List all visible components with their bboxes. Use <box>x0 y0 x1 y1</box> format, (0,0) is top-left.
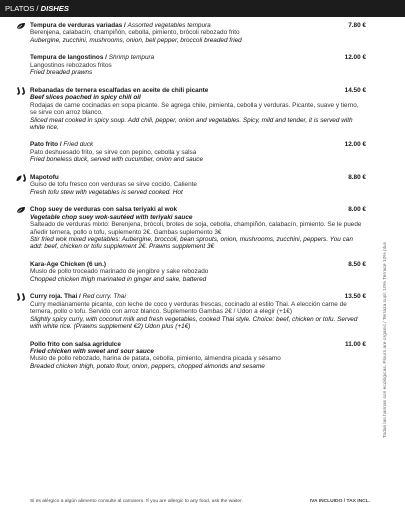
leaf-icon <box>16 206 27 214</box>
allergy-note: Si es alérgico a algún alimento consulte al camarero. If you are allergic to any food, ask the waiter. <box>30 499 243 504</box>
dish-subtitle: Vegetable chop suey wok-sautéed with teriyaki sauce <box>30 213 193 221</box>
dish-item <box>30 141 366 163</box>
dish-name: Tempura de langostinos <box>30 54 104 62</box>
dish-title <box>30 206 366 213</box>
dish-description-es: Muslo de pollo rebozado, harina de patata, cebolla, pimiento, almendra picada y sésamo <box>30 355 281 363</box>
menu-header <box>0 0 405 17</box>
dish-price: 12.00 € <box>344 141 366 149</box>
dish-price: 8.50 € <box>348 260 366 268</box>
dish-description-en: Breaded chicken thigh, potato flour, onion, peppers, chopped almonds and sesame <box>30 362 265 370</box>
dish-description-en: Sliced meat cooked in spicy soup. Add chili, pepper, onion and vegetables. Spicy, mild and tender, it is served with white rice. <box>30 116 353 131</box>
dish-name: Chop suey de verduras con salsa teriyaki al wok <box>30 206 178 214</box>
dish-description-es: Muslo de pollo troceado marinado de jengibre y sake rebozado <box>30 268 209 276</box>
dish-name-en: Shrimp tempura <box>108 54 155 62</box>
leaf-icon <box>16 22 27 30</box>
dish-title <box>30 174 366 181</box>
dish-description-en: Fresh tofu stew with vegetables is served cooked. Hot <box>30 188 183 196</box>
dish-description-es: Guiso de tofu fresco con verduras se sirve cocido. Caliente <box>30 181 197 189</box>
dish-price: 11.00 € <box>345 340 366 348</box>
dish-price: 8.00 € <box>348 206 366 214</box>
dish-item <box>30 22 366 44</box>
header-title-en: DISHES <box>40 4 69 13</box>
dish-description-en: Chopped chicken thigh marinated in ginger and sake, battered <box>30 275 207 283</box>
chili-icon <box>16 87 27 95</box>
dish-title: Curry roja. Thai / Red curry. Thai 13.50 € <box>30 293 366 301</box>
dish-name: Mapotofu <box>30 173 59 181</box>
dish-description-en: Slightly spicy curry, with coconut milk and fresh vegetables, cooked Thai style. Choice: beef, chicken or tofu. Served with white rice. (Prawns supplement €2) Udon plus (+1€) <box>30 315 358 331</box>
dish-name-en: Red curry. Thai <box>82 293 126 301</box>
dish-name: Tempura de verduras variadas <box>30 22 123 29</box>
side-note: Todas las harinas son ecológicas. Flours are organic / Terraza supl. 10% Terrace 10% plus <box>383 241 388 438</box>
dish-item <box>30 293 366 330</box>
dish-title: Pato frito / Fried duck 12.00 € <box>30 141 366 149</box>
dish-description-es: Rodajas de carne cocinadas en sopa picante. Se agrega chile, pimienta, cebolla y verduras. Picante, suave y tierno, se sirve con arroz blanco. <box>30 101 359 117</box>
dish-name: Curry roja. Thai <box>30 293 78 301</box>
dish-name-en: Fried duck <box>63 141 94 149</box>
menu-footer <box>30 499 370 504</box>
dish-description-es: Pato deshuesado frito, se sirve con pepino, cebolla y salsa <box>30 148 197 156</box>
dish-title: Tempura de langostinos / Shrimp tempura 12.00 € <box>30 54 366 62</box>
tax-note: IVA INCLUIDO / TAX INCL. <box>309 499 370 504</box>
chili-icon <box>16 293 27 301</box>
dish-description-en: Fried breaded prawns <box>30 69 93 77</box>
dish-description-en: Stir fried wok mixed vegetables: Aubergine, broccoli, bean sprouts, onion, mushrooms, zucchini, peppers. You can add: beef, chicken or tofu supplement 2€. Prawns supplement 3€ <box>30 235 353 251</box>
dish-title <box>30 87 366 94</box>
dish-name: Pato frito <box>30 141 59 149</box>
dish-title: Tempura de verduras variadas / Assorted vegetables tempura 7.80 € <box>30 22 366 29</box>
dish-description-es: Berenjena, calabacín, champiñón, cebolla, pimiento, brócoli rebozado frito <box>30 29 240 37</box>
dish-name: Pollo frito con salsa agridulce <box>30 340 121 348</box>
dish-item <box>30 206 366 251</box>
dish-description-en: Aubergine, zucchini, mushrooms, onion, bell pepper, broccoli breaded fried <box>30 36 242 44</box>
dish-item <box>30 261 366 283</box>
dish-name: Rebanadas de ternera escalfadas en aceite de chili picante <box>30 86 209 94</box>
dish-item <box>30 54 366 76</box>
dish-name: Kara-Age Chicken (6 un.) <box>30 260 106 268</box>
dish-title <box>30 341 366 348</box>
leaf-chili-icon <box>16 174 27 182</box>
dish-price: 8.80 € <box>348 173 366 181</box>
dish-name-en: Assorted vegetables tempura <box>127 22 211 29</box>
dish-price: 12.00 € <box>344 54 366 62</box>
dish-description-en: Fried boneless duck, served with cucumber, onion and sauce <box>30 156 203 164</box>
dish-subtitle: Fried chicken with sweet and sour sauce <box>30 347 154 355</box>
dish-price: 7.80 € <box>348 22 366 29</box>
dish-description-es: Langostinos rebozados fritos <box>30 61 112 69</box>
dish-price: 13.50 € <box>344 293 366 301</box>
dish-list <box>30 22 366 380</box>
header-separator: / <box>34 4 41 13</box>
dish-item <box>30 341 366 371</box>
header-title-es: PLATOS <box>5 4 35 13</box>
dish-item <box>30 87 366 132</box>
dish-description-es: Salteado de verduras mixto: Berenjena, brócoli, brotes de soja, cebolla, champiñón, calabacín, pimiento. Se le puede añedir ternera, pollo o tofu, suplemento 2€. Gambas suplemento 3€ <box>30 221 362 236</box>
dish-item <box>30 174 366 196</box>
dish-subtitle: Beef slices poached in spicy chili oil <box>30 94 141 102</box>
dish-price: 14.50 € <box>344 86 366 94</box>
dish-description-es: Curry medianamente picante, con leche de coco y verduras frescas, cocinado al estilo Thai. A elección carne de ternera, pollo o tofu. Servido con arroz blanco. Suplemento Gambas 2€ / Udon a elegir (+1€) <box>30 300 347 316</box>
dish-title <box>30 261 366 268</box>
